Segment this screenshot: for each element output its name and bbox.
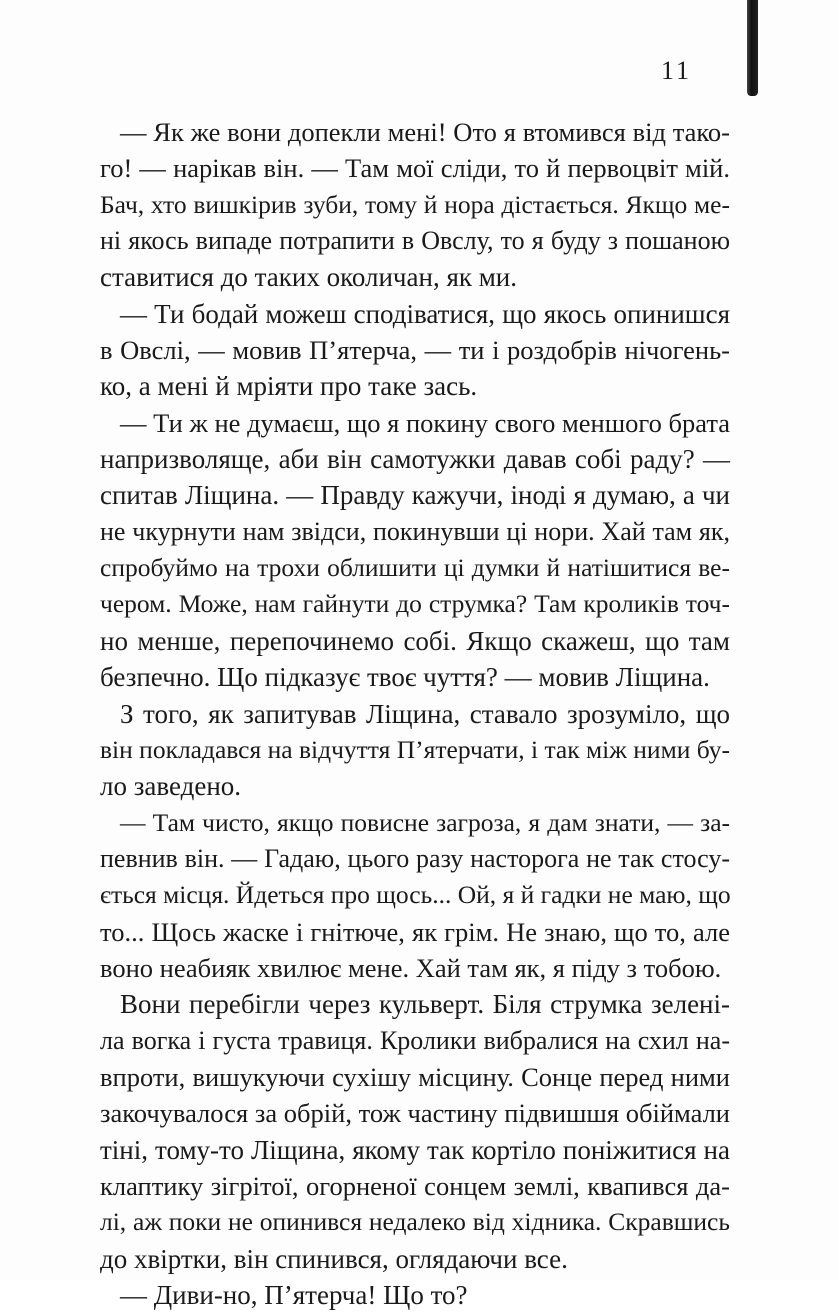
text-line: певнив він. — Гадаю, цього разу насторога не так стосу-: [100, 843, 730, 873]
text-line: ні якось випаде потрапити в Овслу, то я буду з пошаною: [100, 226, 730, 256]
text-line: в Овслі, — мовив П’ятерча, — ти і роздобрів нічогень-: [100, 335, 730, 366]
text-line: впроти, вишукуючи сухішу місцину. Сонце перед ними: [100, 1061, 730, 1092]
text-line: напризволяще, аби він самотужки давав собі раду? —: [100, 444, 730, 475]
text-line: безпечно. Що підказує твоє чуття? — мовив Ліщина.: [100, 662, 710, 693]
text-line: до хвіртки, він спинився, оглядаючи все.: [100, 1243, 568, 1274]
text-line: то... Щось жаске і гнітюче, як грім. Не знаю, що то, але: [100, 916, 730, 947]
body-text: [100, 114, 730, 1313]
text-line: З того, як запитував Ліщина, ставало зрозуміло, що: [120, 698, 730, 729]
text-line: чером. Може, нам гайнути до струмка? Там кроликів точ-: [100, 589, 730, 619]
text-line: клаптику зігрітої, огорненої сонцем землі, квапився да-: [100, 1170, 730, 1201]
text-line: не чкурнути нам звідси, покинувши ці нори. Хай там як,: [100, 516, 730, 546]
text-line: спробуймо на трохи облишити ці думки й натішитися ве-: [100, 553, 730, 583]
text-line: Вони перебігли через кульверт. Біля струмка зелені-: [120, 989, 730, 1020]
text-line: ло заведено.: [100, 771, 242, 802]
text-line: — Ти бодай можеш сподіватися, що якось опинишся: [120, 298, 730, 329]
text-line: Бач, хто вишкірив зуби, тому й нора дістається. Якщо ме-: [100, 189, 730, 219]
text-line: тіні, тому-то Ліщина, якому так кортіло поніжитися на: [100, 1134, 730, 1165]
text-line: но менше, перепочинемо собі. Якщо скажеш, що там: [100, 625, 730, 656]
text-line: ється місця. Йдеться про щось... Ой, я й гадки не маю, що: [100, 880, 731, 910]
text-line: го! — нарікав він. — Там мої сліди, то й первоцвіт мій.: [100, 153, 730, 184]
text-line: — Як же вони допекли мені! Ото я втомився від тако-: [120, 117, 730, 147]
text-line: ставитися до таких околичан, як ми.: [100, 262, 518, 293]
text-line: він покладався на відчуття П’ятерчати, і так між ними бу-: [100, 734, 730, 764]
text-line: — Диви-но, П’ятерча! Що то?: [120, 1280, 468, 1310]
text-line: закочувалося за обрій, тож частину підвишшя обіймали: [100, 1098, 730, 1129]
text-line: воно неабияк хвилює мене. Хай там як, я піду з тобою.: [100, 952, 722, 983]
page-number: 11: [661, 56, 693, 85]
text-line: ла вогка і густа травиця. Кролики вибралися на схил на-: [100, 1025, 730, 1055]
text-line: спитав Ліщина. — Правду кажучи, іноді я думаю, а чи: [100, 480, 730, 511]
text-line: — Ти ж не думаєш, що я покину свого меншого брата: [120, 407, 730, 438]
text-line: ко, а мені й мріяти про таке зась.: [100, 371, 478, 402]
text-line: лі, аж поки не опинився недалеко від хідника. Скравшись: [100, 1207, 730, 1237]
page-edge-shadow: [747, 0, 758, 96]
text-line: — Там чисто, якщо повисне загроза, я дам знати, — за-: [120, 807, 730, 837]
